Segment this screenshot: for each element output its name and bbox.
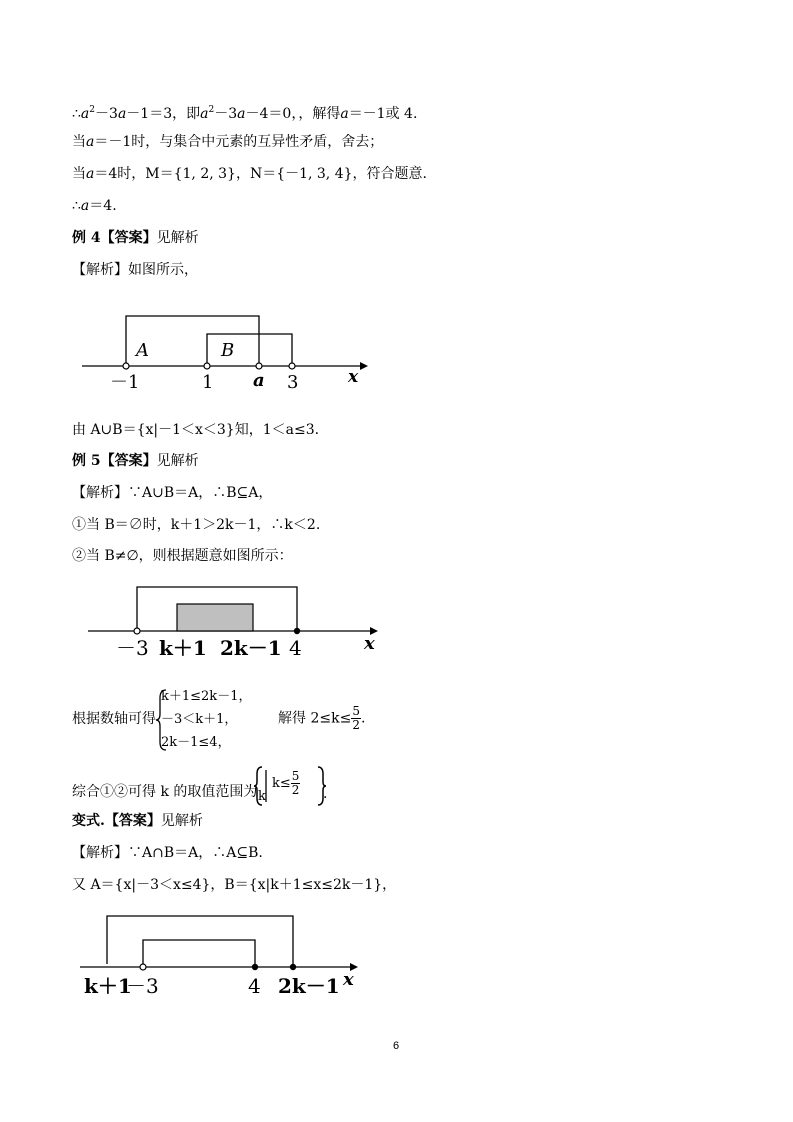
variant-sets: 又 A＝{x|－3＜x≤4}，B＝{x|k＋1≤x≤2k－1}， — [72, 877, 397, 893]
tick-label: 1 — [202, 372, 214, 393]
set-period: . — [323, 786, 328, 802]
inequality-3: 2k－1≤4， — [161, 735, 231, 750]
set-b-label: B — [221, 340, 235, 361]
fraction: $\frac{5}{2}$ — [291, 769, 300, 797]
tick-label: k＋1 — [84, 974, 132, 998]
number-line-figure-1 — [80, 310, 370, 393]
number-line-figure-3 — [78, 914, 368, 1004]
example-5-analysis: 【解析】∵A∪B＝A，∴B⊆A， — [72, 485, 273, 501]
tick-label: 2k－1 — [278, 974, 340, 998]
system-intro: 根据数轴可得 — [72, 711, 156, 727]
page-number: 6 — [393, 1040, 400, 1052]
axis-label: x — [364, 633, 375, 654]
solution-line-2: 当a＝－1时，与集合中元素的互异性矛盾，舍去； — [72, 134, 384, 150]
variant-heading: 变式.【答案】见解析 — [72, 813, 203, 829]
example-5-heading: 例 5【答案】见解析 — [72, 453, 199, 469]
tick-label: k＋1 — [159, 636, 207, 660]
example-4-heading: 例 4【答案】见解析 — [72, 230, 199, 246]
tick-label: －3 — [116, 636, 149, 660]
example-4-analysis: 【解析】如图所示， — [72, 262, 198, 278]
tick-label: a — [253, 370, 265, 391]
set-variable: k — [258, 789, 266, 804]
axis-label: x — [348, 367, 359, 387]
axis-label: x — [343, 969, 354, 990]
case-1: ①当 B＝∅时，k＋1＞2k－1，∴k＜2. — [72, 517, 321, 533]
solution-line-1: $\therefore a^2-3a-1=3$，即$a^2-3a-4=0$，，解得a＝－1或 4. — [72, 105, 418, 122]
number-line-figure-2 — [86, 585, 386, 665]
shaded-interval — [177, 604, 253, 631]
solution-line-4: ∴a＝4. — [72, 198, 117, 214]
solution-line-3: 当a＝4时，M＝{1, 2, 3}，N＝{－1, 3, 4}，符合题意. — [72, 166, 427, 182]
inequality-2: －3＜k＋1， — [161, 712, 238, 727]
system-solution: 解得 2≤k≤ $\frac{5}{2}$ . — [278, 704, 366, 732]
tick-label: 3 — [287, 372, 299, 393]
tick-label: 4 — [248, 974, 261, 998]
set-a-label: A — [136, 340, 149, 361]
tick-label: －3 — [126, 974, 159, 998]
tick-label: －1 — [110, 372, 140, 393]
combined-conclusion: 综合①②可得 k 的取值范围为 — [72, 784, 258, 800]
set-condition: k≤ $\frac{5}{2}$ — [272, 769, 300, 797]
example-4-conclusion: 由 A∪B＝{x|－1＜x＜3}知，1＜a≤3. — [72, 422, 320, 438]
variant-analysis: 【解析】∵A∩B＝A，∴A⊆B. — [72, 845, 263, 861]
tick-label: 4 — [289, 636, 302, 660]
fraction: $\frac{5}{2}$ — [352, 704, 360, 732]
case-2: ②当 B≠∅，则根据题意如图所示： — [72, 548, 293, 564]
tick-label: 2k－1 — [220, 636, 282, 660]
inequality-1: k＋1≤2k－1， — [161, 689, 252, 704]
